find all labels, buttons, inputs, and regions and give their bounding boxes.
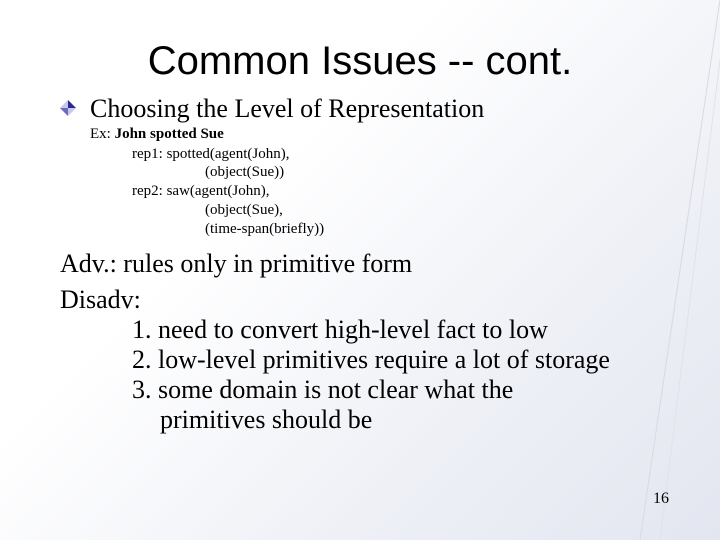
slide-title: Common Issues -- cont.: [147, 39, 573, 83]
rep2-object-line: (object(Sue),: [205, 202, 283, 218]
rep1-object-line: (object(Sue)): [205, 164, 285, 180]
rep2-time-span-line: (time-span(briefly)): [205, 221, 325, 237]
disadvantage-item-3: 3. some domain is not clear what the: [132, 375, 514, 404]
rep2-line: rep2: saw(agent(John),: [132, 183, 270, 199]
diamond-bullet-icon: [60, 100, 76, 116]
example-line: [90, 125, 224, 143]
example-sentence: John spotted Sue: [114, 126, 224, 142]
disadvantage-item-3-continued: primitives should be: [160, 405, 373, 434]
page-number: 16: [653, 490, 669, 507]
disadvantage-label: Disadv:: [60, 285, 141, 314]
disadvantage-item-1: 1. need to convert high-level fact to low: [132, 315, 548, 344]
disadvantage-item-2: 2. low-level primitives require a lot of storage: [132, 345, 610, 374]
advantage-text: Adv.: rules only in primitive form: [60, 249, 413, 278]
example-prefix: Ex:: [90, 126, 111, 142]
bullet-text: Choosing the Level of Representation: [90, 94, 485, 123]
rep1-line: rep1: spotted(agent(John),: [132, 146, 290, 162]
